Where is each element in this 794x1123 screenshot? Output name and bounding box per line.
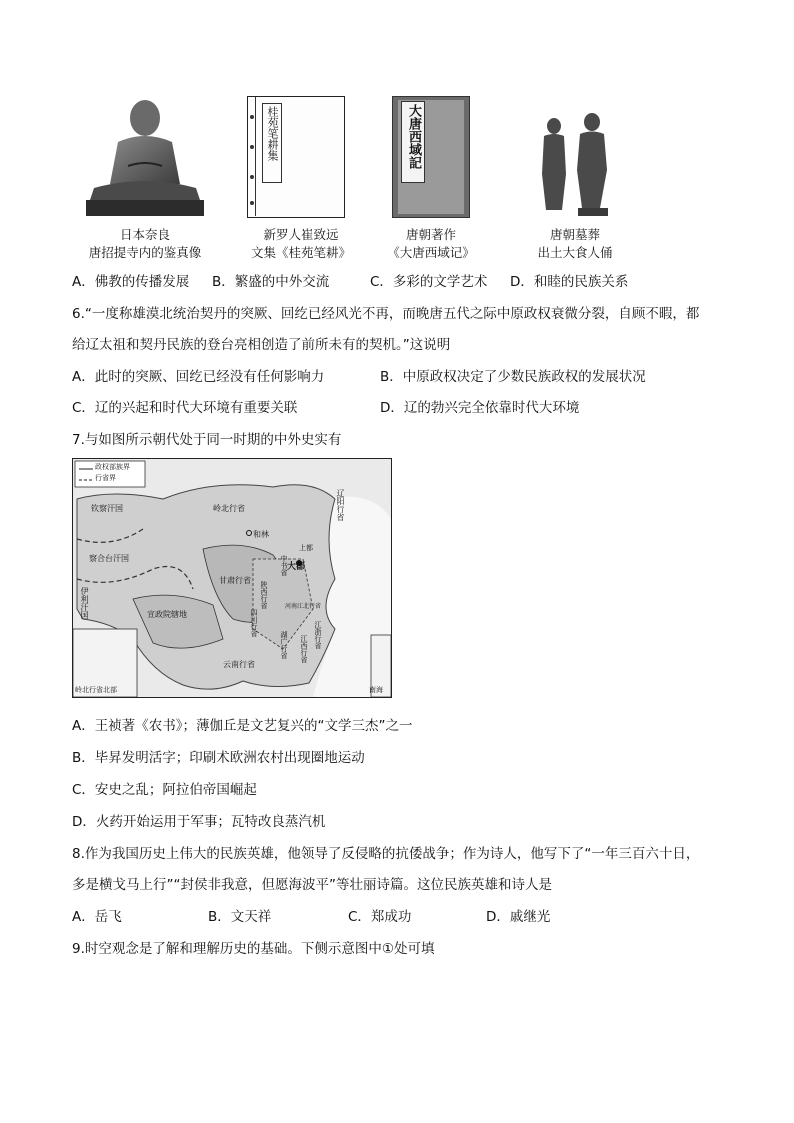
- map-label-xuanzhengyuan: 宣政院辖地: [147, 610, 187, 619]
- map-label-helin: 和林: [253, 530, 269, 539]
- q9-stem: 9.时空观念是了解和理解历史的基础。下侧示意图中①处可填: [72, 941, 435, 957]
- q6-stem-line-1: 6.“一度称雄漠北统治契丹的突厥、回纥已经风光不再，而晚唐五代之际中原政权衰微分裂，自顾不暇，都: [72, 306, 700, 322]
- map-label-nanhai-inset: 南海: [369, 686, 383, 694]
- yuan-dynasty-map: [72, 458, 392, 698]
- map-label-zhongshu: 中书省: [280, 555, 288, 576]
- q6-options-row-1: [72, 367, 732, 387]
- book-title-slip: 大唐西域記: [401, 101, 425, 183]
- q8-option-a[interactable]: A．岳飞: [72, 909, 122, 925]
- map-label-sichuan: 四川行省: [250, 609, 258, 637]
- map-label-liaoyang: 辽阳行省: [336, 489, 345, 521]
- map-label-huguang: 湖广行省: [280, 631, 288, 659]
- map-label-shangdu: 上都: [299, 544, 313, 552]
- book-title-slip: 桂苑笔耕集: [262, 103, 282, 183]
- guiyuan-bigeng-book-image: [247, 96, 345, 218]
- q6-option-b[interactable]: B．中原政权决定了少数民族政权的发展状况: [380, 369, 646, 385]
- q7-stem: 7.与如图所示朝代处于同一时期的中外史实有: [72, 432, 342, 448]
- q8-option-c[interactable]: C．郑成功: [348, 909, 412, 925]
- q6-option-a[interactable]: A．此时的突厥、回纥已经没有任何影响力: [72, 369, 325, 385]
- figure-2-caption: 新罗人崔致远 文集《桂苑笔耕》: [250, 227, 351, 260]
- dashi-figurines-image: [536, 112, 616, 218]
- map-label-lingbei: 岭北行省: [213, 504, 245, 513]
- q8-options: [72, 907, 732, 927]
- q8-stem-line-1: 8.作为我国历史上伟大的民族英雄，他领导了反侵略的抗倭战争；作为诗人，他写下了“一年三百六十日，: [72, 846, 700, 862]
- q5-option-d[interactable]: D．和睦的民族关系: [510, 274, 629, 290]
- q8-option-d[interactable]: D．戚继光: [486, 909, 551, 925]
- q6-option-d[interactable]: D．辽的勃兴完全依靠时代大环境: [380, 400, 580, 416]
- q8-option-b[interactable]: B．文天祥: [208, 909, 272, 925]
- map-legend-province: 行省界: [95, 474, 116, 482]
- figure-3-caption: 唐朝著作 《大唐西域记》: [387, 227, 475, 260]
- q7-option-d[interactable]: D．火药开始运用于军事；瓦特改良蒸汽机: [72, 814, 326, 830]
- map-legend-border: 政权部族界: [95, 463, 130, 471]
- q7-option-b[interactable]: B．毕昇发明活字；印刷术欧洲农村出现圈地运动: [72, 750, 365, 766]
- q5-options: [72, 272, 732, 292]
- map-label-yunnan: 云南行省: [223, 660, 255, 669]
- map-label-chagatai: 察合台汗国: [89, 554, 129, 563]
- figure-1-caption: 日本奈良 唐招提寺内的鉴真像: [88, 227, 202, 260]
- q7-option-c[interactable]: C．安史之乱；阿拉伯帝国崛起: [72, 782, 257, 798]
- map-label-qincha: 钦察汗国: [91, 504, 123, 513]
- map-label-jiangxi: 江西行省: [300, 635, 308, 663]
- map-label-ilkhanate: 伊利汗国: [80, 587, 89, 619]
- q6-stem-line-2: 给辽太祖和契丹民族的登台亮相创造了前所未有的契机。”这说明: [72, 337, 451, 353]
- datang-xiyuji-book-image: [392, 96, 470, 218]
- q7-option-a[interactable]: A．王祯著《农书》；薄伽丘是文艺复兴的“文学三杰”之一: [72, 718, 413, 734]
- q5-option-b[interactable]: B．繁盛的中外交流: [212, 274, 330, 290]
- map-label-lingbei-north-inset: 岭北行省北部: [75, 686, 117, 694]
- figure-4-caption: 唐朝墓葬 出土大食人俑: [537, 227, 613, 260]
- map-label-henan-jiangbei: 河南江北行省: [285, 603, 322, 610]
- jianzhen-statue-image: [84, 96, 206, 218]
- map-label-shaanxi: 陕西行省: [260, 581, 268, 609]
- map-label-dadu: 大都: [287, 562, 306, 572]
- q5-option-a[interactable]: A．佛教的传播发展: [72, 274, 190, 290]
- q8-stem-line-2: 多是横戈马上行”“封侯非我意，但愿海波平”等壮丽诗篇。这位民族英雄和诗人是: [72, 877, 552, 893]
- map-label-gansu: 甘肃行省: [219, 576, 251, 585]
- q5-option-c[interactable]: C．多彩的文学艺术: [370, 274, 488, 290]
- q6-option-c[interactable]: C．辽的兴起和时代大环境有重要关联: [72, 400, 298, 416]
- q6-options-row-2: [72, 398, 732, 418]
- map-label-jiangzhe: 江浙行省: [314, 621, 322, 649]
